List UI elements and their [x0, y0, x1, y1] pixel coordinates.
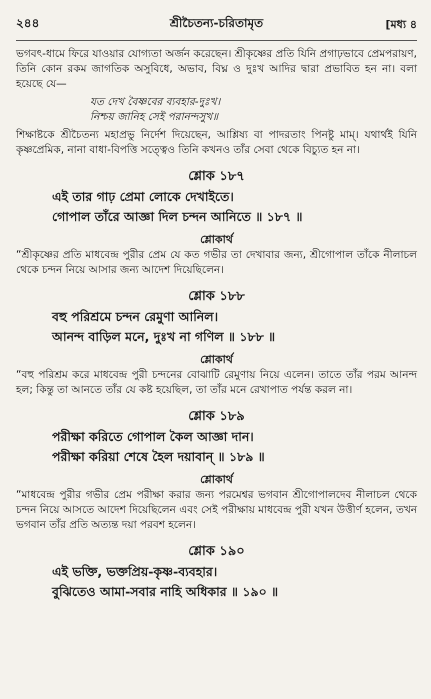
quoted-verse-line: নিশ্চয় জানিহ সেই পরানন্দসুখ॥	[90, 111, 219, 123]
verse-block	[16, 407, 417, 533]
translation-heading: শ্লোকার্থ	[200, 353, 233, 366]
translation-text: “বহু পরিশ্রম করে মাধবেন্দ্র পুরী চন্দনের বোঝাটি রেমুণায় নিয়ে এলেন। তাতে তাঁর পরম আনন্দ হল; কিন্তু তা আনতে তাঁর যে কষ্ট হয়েছিল, তা তাঁর মনে রেখাপাত পর্যন্ত করল না।	[16, 369, 417, 396]
quoted-verse	[16, 95, 417, 125]
verse-line: পরীক্ষা করিয়া শেষে হৈল দয়াবান্ ॥ ১৮৯ ॥	[52, 449, 265, 464]
verse-heading: শ্লোক ১৮৮	[188, 289, 245, 304]
verse-block	[16, 287, 417, 398]
translation-heading: শ্লোকার্থ	[200, 473, 233, 486]
running-title: শ্রীচৈতন্য-চরিতামৃত	[169, 16, 264, 30]
verse-block	[16, 542, 417, 602]
chapter-marker: [মধ্য ৪	[385, 17, 417, 31]
verse-line: বহু পরিশ্রমে চন্দন রেমুণা আনিল।	[52, 309, 219, 324]
translation-heading: শ্লোকার্থ	[200, 233, 233, 246]
verse-line: আনন্দ বাড়িল মনে, দুঃখ না গণিল ॥ ১৮৮ ॥	[52, 329, 276, 344]
verse-line: বুঝিতেও আমা-সবার নাহি অধিকার ॥ ১৯০ ॥	[52, 584, 279, 599]
translation-text: “মাধবেন্দ্র পুরীর গভীর প্রেম পরীক্ষা করার জন্য পরমেশ্বর ভগবান শ্রীগোপালদেব নীলাচল থেকে চন্দন নিয়ে আসতে আদেশ দিয়েছিলেন এবং সেই পরীক্ষায় মাধবেন্দ্র পুরী যখন উত্তীর্ণ হলেন, তখন ভগবান তাঁর প্রতি অত্যন্ত দয়া পরবশ হলেন।	[16, 489, 417, 531]
verse-line: এই তার গাঢ় প্রেমা লোকে দেখাইতে।	[52, 189, 234, 204]
verse-heading: শ্লোক ১৯০	[188, 544, 245, 559]
verse-line: পরীক্ষা করিতে গোপাল কৈল আজ্ঞা দান।	[52, 429, 254, 444]
verse-block	[16, 167, 417, 278]
intro-paragraph: শিক্ষাষ্টকে শ্রীচৈতন্য মহাপ্রভু নির্দেশ দিয়েছেন, আশ্লিষ্য বা পাদরতাং পিনষ্টু মাম্। যথার্থই যিনি কৃষ্ণপ্রেমিক, নানা বাধা-বিপত্তি সত্ত্বেও তিনি কখনও তাঁর সেবা থেকে বিচ্যুত হন না।	[16, 129, 417, 156]
page-header	[16, 10, 417, 41]
translation-text: “শ্রীকৃষ্ণের প্রতি মাধবেন্দ্র পুরীর প্রেম যে কত গভীর তা দেখাবার জন্য, শ্রীগোপাল তাঁকে নীলাচল থেকে চন্দন নিয়ে আসার জন্য আদেশ দিয়েছিলেন।	[16, 249, 417, 276]
verse-heading: শ্লোক ১৮৭	[188, 169, 245, 184]
verse-heading: শ্লোক ১৮৯	[188, 409, 245, 424]
verse-line: গোপাল তাঁরে আজ্ঞা দিল চন্দন আনিতে ॥ ১৮৭ ॥	[52, 209, 303, 224]
page-number: ২৪৪	[16, 16, 40, 30]
verse-line: এই ভক্তি, ভক্তপ্রিয়-কৃষ্ণ-ব্যবহার।	[52, 564, 218, 579]
intro-paragraph: ভগবৎ-ধামে ফিরে যাওয়ার যোগ্যতা অর্জন করেছেন। শ্রীকৃষ্ণের প্রতি যিনি প্রগাঢ়ভাবে প্রেমপরায়ণ, তিনি কোন রকম জাগতিক অসুবিধে, অভাব, বিঘ্ন ও দুঃখ আদির দ্বারা প্রভাবিত হন না। বলা হয়েছে যে—	[16, 48, 417, 90]
quoted-verse-line: যত দেখ বৈষ্ণবের ব্যবহার-দুঃখ।	[90, 96, 221, 108]
